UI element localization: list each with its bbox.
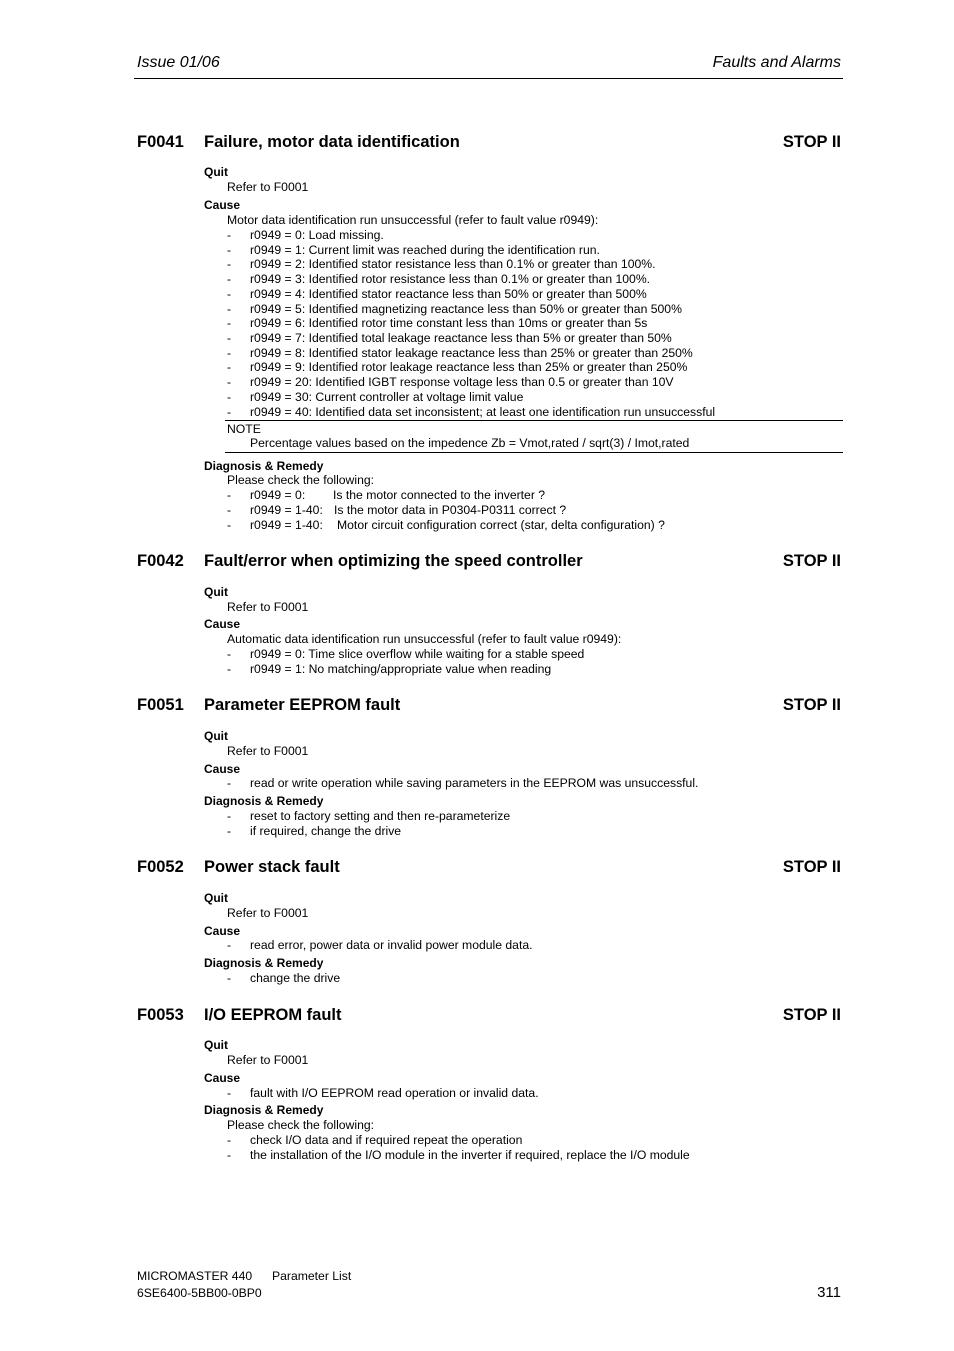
bullet-dash: -	[227, 390, 232, 404]
bullet-dash: -	[227, 824, 232, 838]
fault-title: I/O EEPROM fault	[204, 1006, 342, 1024]
bullet-dash: -	[227, 272, 232, 286]
cause-item: r0949 = 2: Identified stator resistance less than 0.1% or greater than 100%.	[250, 257, 656, 271]
cause-item: read or write operation while saving parameters in the EEPROM was unsuccessful.	[250, 776, 699, 790]
diag-item: if required, change the drive	[250, 824, 402, 838]
bullet-dash: -	[227, 331, 232, 345]
fault-title: Parameter EEPROM fault	[204, 696, 401, 714]
bullet-dash: -	[227, 287, 232, 301]
bullet-dash: -	[227, 1148, 232, 1162]
page-number: 311	[817, 1284, 841, 1301]
quit-label: Quit	[204, 585, 228, 599]
bullet-dash: -	[227, 488, 232, 502]
cause-item: r0949 = 0: Time slice overflow while waiting for a stable speed	[250, 647, 585, 661]
cause-intro: Motor data identification run unsuccessful (refer to fault value r0949):	[227, 213, 599, 227]
cause-label: Cause	[204, 198, 241, 212]
diag-intro: Please check the following:	[227, 473, 375, 487]
quit-text: Refer to F0001	[227, 1053, 309, 1067]
quit-text: Refer to F0001	[227, 600, 309, 614]
diag-key: r0949 = 0:	[250, 488, 306, 502]
cause-item: r0949 = 3: Identified rotor resistance less than 0.1% or greater than 100%.	[250, 272, 651, 286]
header-section: Faults and Alarms	[712, 54, 841, 71]
fault-stop: STOP II	[782, 133, 841, 151]
diag-value: Motor circuit configuration correct (star, delta configuration) ?	[337, 518, 665, 532]
cause-label: Cause	[204, 924, 241, 938]
cause-item: r0949 = 40: Identified data set inconsistent; at least one identification run unsuccessful	[250, 405, 716, 419]
bullet-dash: -	[227, 971, 232, 985]
cause-label: Cause	[204, 762, 241, 776]
quit-label: Quit	[204, 1038, 228, 1052]
header-rule	[134, 78, 843, 79]
cause-item: r0949 = 4: Identified stator reactance less than 50% or greater than 500%	[250, 287, 647, 301]
bullet-dash: -	[227, 302, 232, 316]
header-issue: Issue 01/06	[137, 54, 220, 71]
cause-intro: Automatic data identification run unsuccessful (refer to fault value r0949):	[227, 632, 622, 646]
note-rule-bottom	[225, 452, 843, 453]
cause-item: fault with I/O EEPROM read operation or invalid data.	[250, 1086, 539, 1100]
bullet-dash: -	[227, 228, 232, 242]
quit-label: Quit	[204, 165, 228, 179]
cause-item: read error, power data or invalid power module data.	[250, 938, 533, 952]
quit-label: Quit	[204, 891, 228, 905]
fault-code: F0051	[137, 696, 184, 714]
bullet-dash: -	[227, 809, 232, 823]
fault-stop: STOP II	[782, 552, 841, 570]
diag-value: Is the motor connected to the inverter ?	[333, 488, 546, 502]
diag-value: Is the motor data in P0304-P0311 correct ?	[334, 503, 567, 517]
cause-item: r0949 = 8: Identified stator leakage reactance less than 25% or greater than 250%	[250, 346, 693, 360]
cause-item: r0949 = 7: Identified total leakage reactance less than 5% or greater than 50%	[250, 331, 672, 345]
diag-intro: Please check the following:	[227, 1118, 375, 1132]
fault-code: F0053	[137, 1006, 184, 1024]
bullet-dash: -	[227, 776, 232, 790]
fault-code: F0052	[137, 858, 184, 876]
cause-item: r0949 = 6: Identified rotor time constant less than 10ms or greater than 5s	[250, 316, 648, 330]
note-text: Percentage values based on the impedence Zb = Vmot,rated / sqrt(3) / Imot,rated	[250, 436, 690, 450]
cause-item: r0949 = 1: Current limit was reached during the identification run.	[250, 243, 600, 257]
diag-key: r0949 = 1-40:	[250, 503, 323, 517]
quit-text: Refer to F0001	[227, 180, 309, 194]
cause-item: r0949 = 5: Identified magnetizing reactance less than 50% or greater than 500%	[250, 302, 682, 316]
diag-label: Diagnosis & Remedy	[204, 956, 324, 970]
bullet-dash: -	[227, 1086, 232, 1100]
bullet-dash: -	[227, 316, 232, 330]
diag-label: Diagnosis & Remedy	[204, 459, 324, 473]
bullet-dash: -	[227, 518, 232, 532]
bullet-dash: -	[227, 503, 232, 517]
bullet-dash: -	[227, 346, 232, 360]
fault-code: F0041	[137, 133, 184, 151]
bullet-dash: -	[227, 360, 232, 374]
diag-item: the installation of the I/O module in the inverter if required, replace the I/O module	[250, 1148, 690, 1162]
bullet-dash: -	[227, 647, 232, 661]
diag-key: r0949 = 1-40:	[250, 518, 323, 532]
cause-item: r0949 = 20: Identified IGBT response voltage less than 0.5 or greater than 10V	[250, 375, 674, 389]
fault-code: F0042	[137, 552, 184, 570]
fault-stop: STOP II	[782, 1006, 841, 1024]
diag-label: Diagnosis & Remedy	[204, 1103, 324, 1117]
bullet-dash: -	[227, 1133, 232, 1147]
footer-doc: Parameter List	[272, 1269, 352, 1283]
fault-title: Failure, motor data identification	[204, 133, 460, 151]
note-label: NOTE	[227, 422, 261, 436]
fault-stop: STOP II	[782, 858, 841, 876]
fault-stop: STOP II	[782, 696, 841, 714]
diag-item: check I/O data and if required repeat the operation	[250, 1133, 523, 1147]
quit-text: Refer to F0001	[227, 744, 309, 758]
note-rule-top	[225, 420, 843, 421]
quit-label: Quit	[204, 729, 228, 743]
quit-text: Refer to F0001	[227, 906, 309, 920]
fault-title: Power stack fault	[204, 858, 340, 876]
cause-label: Cause	[204, 617, 241, 631]
cause-item: r0949 = 1: No matching/appropriate value when reading	[250, 662, 552, 676]
cause-item: r0949 = 9: Identified rotor leakage reactance less than 25% or greater than 250%	[250, 360, 688, 374]
cause-item: r0949 = 30: Current controller at voltage limit value	[250, 390, 524, 404]
footer-order-number: 6SE6400-5BB00-0BP0	[137, 1286, 262, 1300]
fault-title: Fault/error when optimizing the speed controller	[204, 552, 583, 570]
cause-label: Cause	[204, 1071, 241, 1085]
cause-item: r0949 = 0: Load missing.	[250, 228, 384, 242]
footer-product: MICROMASTER 440	[137, 1269, 253, 1283]
bullet-dash: -	[227, 257, 232, 271]
bullet-dash: -	[227, 405, 232, 419]
bullet-dash: -	[227, 243, 232, 257]
diag-label: Diagnosis & Remedy	[204, 794, 324, 808]
diag-item: change the drive	[250, 971, 341, 985]
diag-item: reset to factory setting and then re-parameterize	[250, 809, 511, 823]
bullet-dash: -	[227, 662, 232, 676]
bullet-dash: -	[227, 375, 232, 389]
bullet-dash: -	[227, 938, 232, 952]
